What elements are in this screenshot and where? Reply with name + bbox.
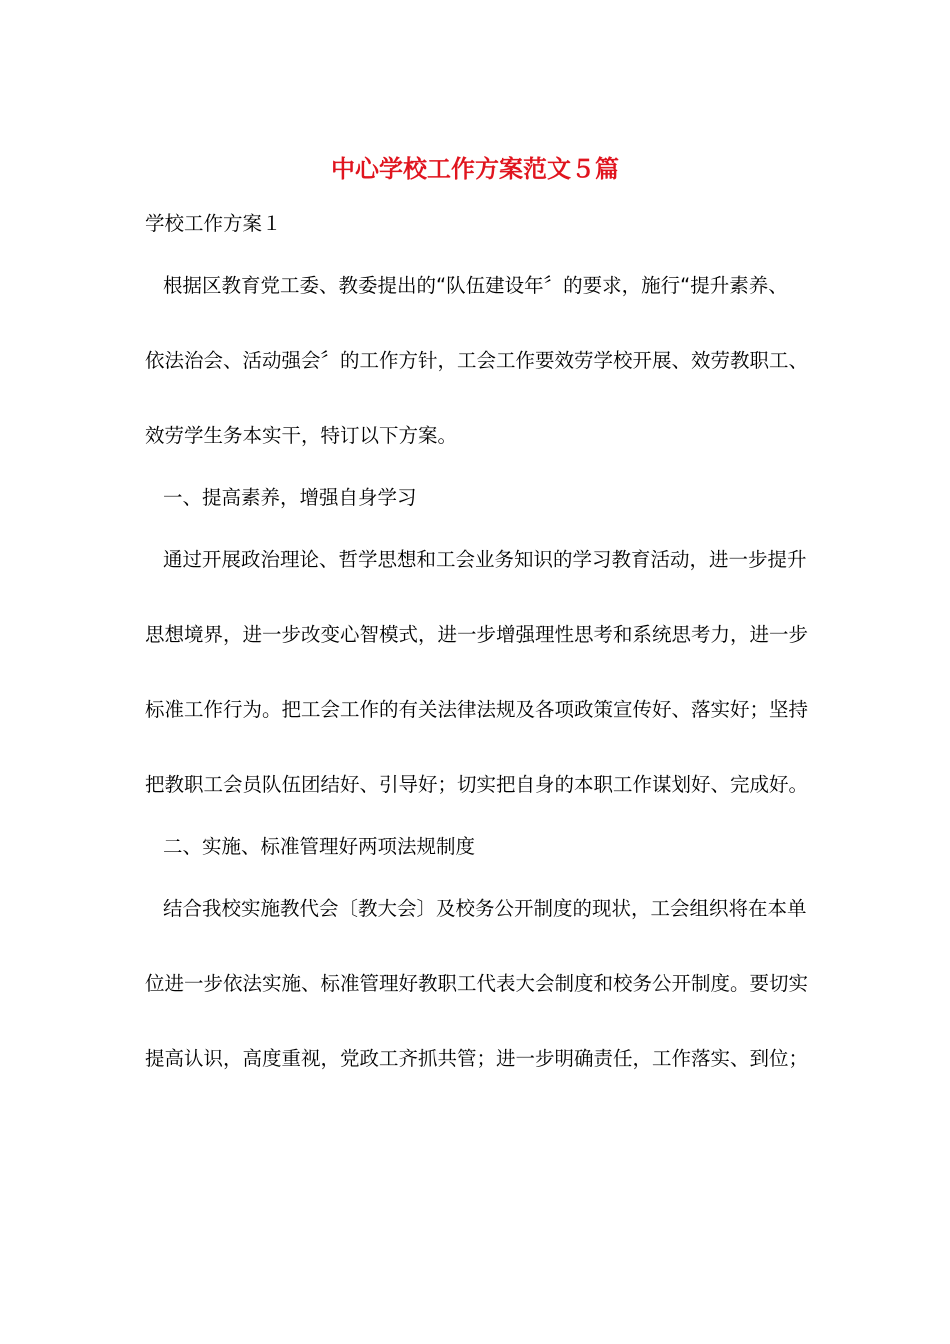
paragraph-line: 结合我校实施教代会〔教大会〕及校务公开制度的现状，工会组织将在本单 — [163, 897, 807, 920]
document-title: 中心学校工作方案范文５篇 — [331, 154, 619, 183]
subheading: 一、提高素养，增强自身学习 — [163, 486, 417, 509]
paragraph-line: 提高认识，高度重视，党政工齐抓共管；进一步明确责任，工作落实、到位； — [145, 1047, 809, 1070]
paragraph-line: 标准工作行为。把工会工作的有关法律法规及各项政策宣传好、落实好；坚持 — [145, 698, 809, 721]
paragraph-line: 通过开展政治理论、哲学思想和工会业务知识的学习教育活动，进一步提升 — [163, 548, 807, 571]
paragraph-line: 根据区教育党工委、教委提出的“队伍建设年〞的要求，施行“提升素养、 — [163, 274, 788, 297]
subheading: 二、实施、标准管理好两项法规制度 — [163, 835, 476, 858]
paragraph-line: 把教职工会员队伍团结好、引导好；切实把自身的本职工作谋划好、完成好。 — [145, 773, 809, 796]
paragraph-line: 思想境界，进一步改变心智模式，进一步增强理性思考和系统思考力，进一步 — [145, 623, 809, 646]
paragraph-line: 效劳学生务本实干，特订以下方案。 — [145, 424, 458, 447]
paragraph-line: 位进一步依法实施、标准管理好教职工代表大会制度和校务公开制度。要切实 — [145, 972, 809, 995]
paragraph-line: 依法治会、活动强会〞的工作方针，工会工作要效劳学校开展、效劳教职工、 — [145, 349, 809, 372]
section-heading: 学校工作方案１ — [145, 212, 282, 235]
